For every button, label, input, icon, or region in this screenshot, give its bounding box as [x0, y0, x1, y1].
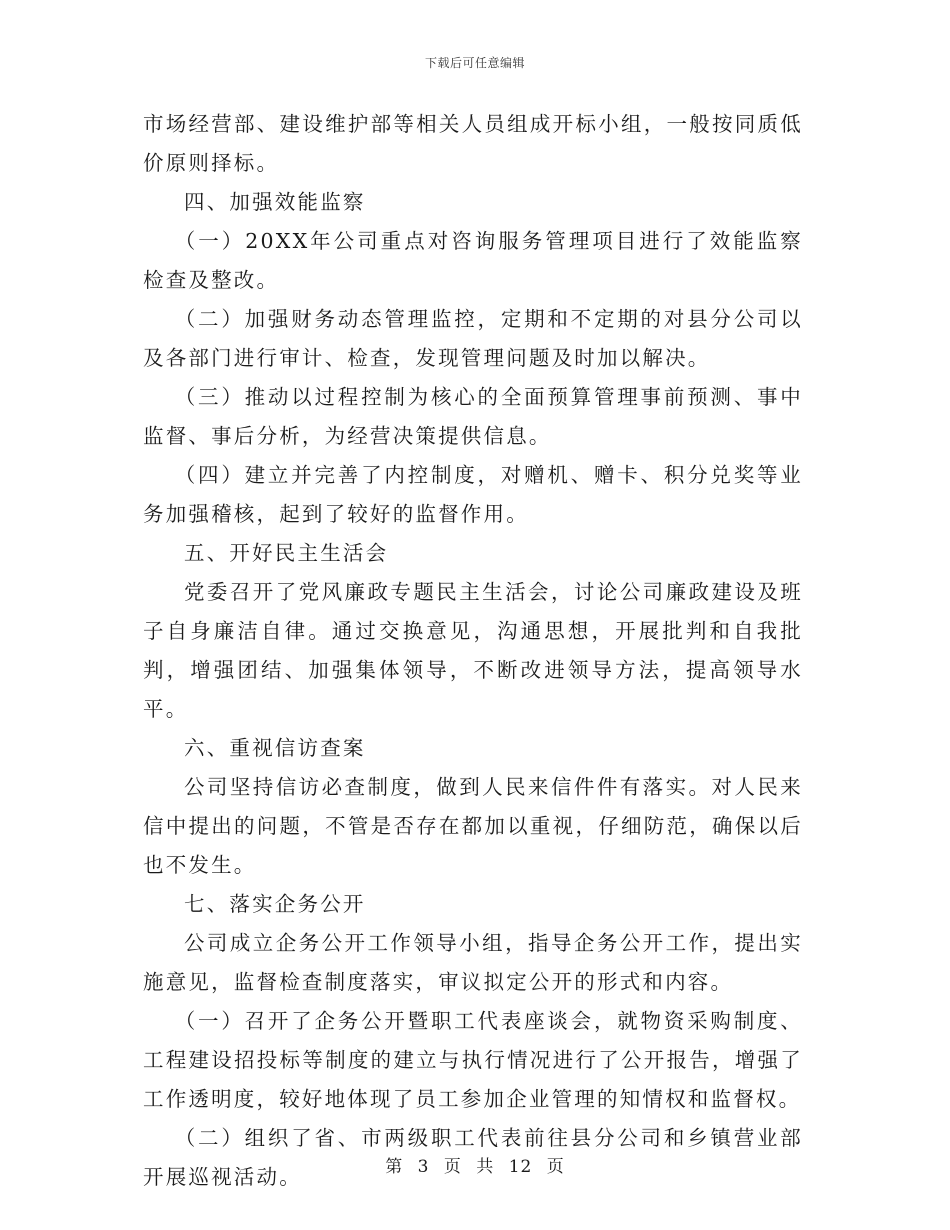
section-heading: 五、开好民主生活会	[184, 541, 389, 565]
page-header-note: 下载后可任意编辑	[424, 56, 525, 70]
list-item-paragraph: （一）召开了企务公开暨职工代表座谈会，就物资采购制度、工程建设招投标等制度的建立与执行情况进行了公开报告，增强了工作透明度，较好地体现了员工参加企业管理的知情权和监督权。	[143, 1009, 803, 1111]
section-heading: 四、加强效能监察	[184, 190, 366, 214]
list-item-paragraph: （二）组织了省、市两级职工代表前往县分公司和乡镇营业部开展巡视活动。	[143, 1126, 803, 1189]
paragraph: 党委召开了党风廉政专题民主生活会，讨论公司廉政建设及班子自身廉洁自律。通过交换意见，沟通思想，开展批判和自我批判，增强团结、加强集体领导，不断改进领导方法，提高领导水平。	[143, 580, 803, 721]
section-heading: 七、落实企务公开	[184, 892, 366, 916]
footer-total-word: 共	[476, 1157, 495, 1177]
list-item-paragraph: （一）20XX年公司重点对咨询服务管理项目进行了效能监察检查及整改。	[143, 229, 803, 292]
footer-prefix: 第	[385, 1157, 404, 1177]
footer-page-word: 页	[443, 1157, 462, 1177]
page-number-footer	[0, 1152, 950, 1177]
list-item-paragraph: （三）推动以过程控制为核心的全面预算管理事前预测、事中监督、事后分析，为经营决策提供信息。	[143, 385, 803, 448]
total-pages-number: 12	[508, 1157, 533, 1177]
list-item-paragraph: （二）加强财务动态管理监控，定期和不定期的对县分公司以及各部门进行审计、检查，发现管理问题及时加以解决。	[143, 307, 803, 370]
paragraph: 公司坚持信访必查制度，做到人民来信件件有落实。对人民来信中提出的问题，不管是否存在都加以重视，仔细防范，确保以后也不发生。	[143, 775, 803, 877]
list-item-paragraph: （四）建立并完善了内控制度，对赠机、赠卡、积分兑奖等业务加强稽核，起到了较好的监督作用。	[143, 463, 803, 526]
paragraph: 市场经营部、建设维护部等相关人员组成开标小组，一般按同质低价原则择标。	[143, 112, 803, 175]
document-body	[143, 105, 803, 1197]
current-page-number: 3	[417, 1157, 430, 1177]
section-heading: 六、重视信访查案	[184, 736, 366, 760]
paragraph: 公司成立企务公开工作领导小组，指导企务公开工作，提出实施意见，监督检查制度落实，审议拟定公开的形式和内容。	[143, 931, 803, 994]
footer-suffix: 页	[546, 1157, 565, 1177]
